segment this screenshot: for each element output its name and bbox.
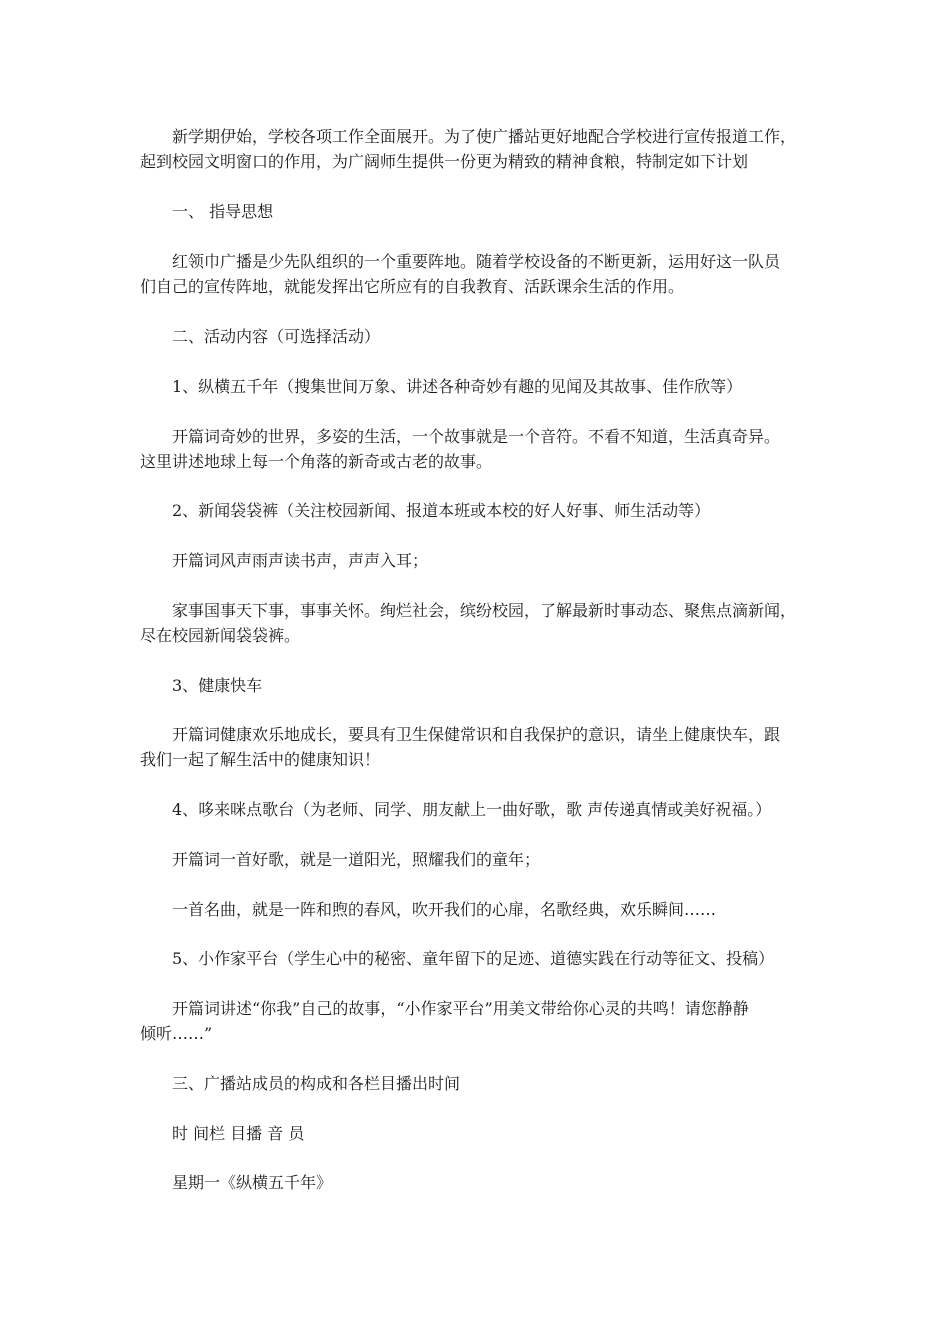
text-line: 星期一《纵横五千年》 [172, 1173, 333, 1192]
activity-heading-1 [140, 374, 812, 399]
text-line: 新学期伊始，学校各项工作全面展开。为了使广播站更好地配合学校进行宣传报道工作， [172, 127, 797, 146]
text-line: 红领巾广播是少先队组织的一个重要阵地。随着学校设备的不断更新，运用好这一队员 [172, 252, 781, 271]
activity-4-intro [140, 847, 812, 872]
text-line: 开篇词一首好歌，就是一道阳光，照耀我们的童年； [172, 850, 541, 869]
text-line: 开篇词讲述“你我”自己的故事，“小作家平台”用美文带给你心灵的共鸣！请您静静 [172, 999, 749, 1018]
text-line: 起到校园文明窗口的作用，为广阔师生提供一份更为精致的精神食粮，特制定如下计划 [140, 152, 749, 171]
schedule-row-monday [140, 1170, 812, 1195]
text-line: 1、纵横五千年（搜集世间万象、讲述各种奇妙有趣的见闻及其故事、佳作欣等） [172, 377, 743, 396]
activity-heading-4 [140, 797, 812, 822]
text-line: 4、哆来咪点歌台（为老师、同学、朋友献上一曲好歌，歌 声传递真情或美好祝福。） [172, 800, 772, 819]
text-line: 这里讲述地球上每一个角落的新奇或古老的故事。 [140, 452, 493, 471]
activity-1-intro [140, 424, 812, 474]
text-line: 家事国事天下事，事事关怀。绚烂社会，缤纷校园，了解最新时事动态、聚焦点滴新闻， [172, 601, 797, 620]
text-line: 时 间栏 目播 音 员 [172, 1124, 305, 1143]
activity-heading-5 [140, 946, 812, 971]
text-line: 开篇词风声雨声读书声，声声入耳； [172, 551, 429, 570]
text-line: 开篇词奇妙的世界，多姿的生活，一个故事就是一个音符。不看不知道，生活真奇异。 [172, 427, 781, 446]
activity-4-body [140, 897, 812, 922]
text-line: 3、健康快车 [172, 676, 263, 695]
guiding-idea-paragraph [140, 249, 812, 299]
text-line: 三、广播站成员的构成和各栏目播出时间 [172, 1074, 461, 1093]
activity-3-intro [140, 722, 812, 772]
text-line: 我们一起了解生活中的健康知识！ [140, 750, 381, 769]
text-line: 二、活动内容（可选择活动） [172, 327, 381, 346]
text-line: 尽在校园新闻袋袋裤。 [140, 626, 301, 645]
text-line: 一、 指导思想 [172, 202, 274, 221]
activity-5-intro [140, 996, 812, 1046]
section-heading-guiding-idea [140, 199, 812, 224]
section-heading-staff-schedule [140, 1071, 812, 1096]
text-line: 倾听……” [140, 1024, 213, 1043]
schedule-header-row [140, 1121, 812, 1146]
text-line: 开篇词健康欢乐地成长，要具有卫生保健常识和自我保护的意识，请坐上健康快车，跟 [172, 725, 781, 744]
activity-heading-2 [140, 498, 812, 523]
activity-2-body [140, 598, 812, 648]
text-line: 5、小作家平台（学生心中的秘密、童年留下的足迹、道德实践在行动等征文、投稿） [172, 949, 775, 968]
text-line: 们自己的宣传阵地，就能发挥出它所应有的自我教育、活跃课余生活的作用。 [140, 277, 685, 296]
section-heading-activities [140, 324, 812, 349]
activity-heading-3 [140, 673, 812, 698]
intro-paragraph [140, 124, 812, 174]
activity-2-intro [140, 548, 812, 573]
text-line: 一首名曲，就是一阵和煦的春风，吹开我们的心扉，名歌经典，欢乐瞬间…… [172, 900, 717, 919]
text-line: 2、新闻袋袋裤（关注校园新闻、报道本班或本校的好人好事、师生活动等） [172, 501, 711, 520]
